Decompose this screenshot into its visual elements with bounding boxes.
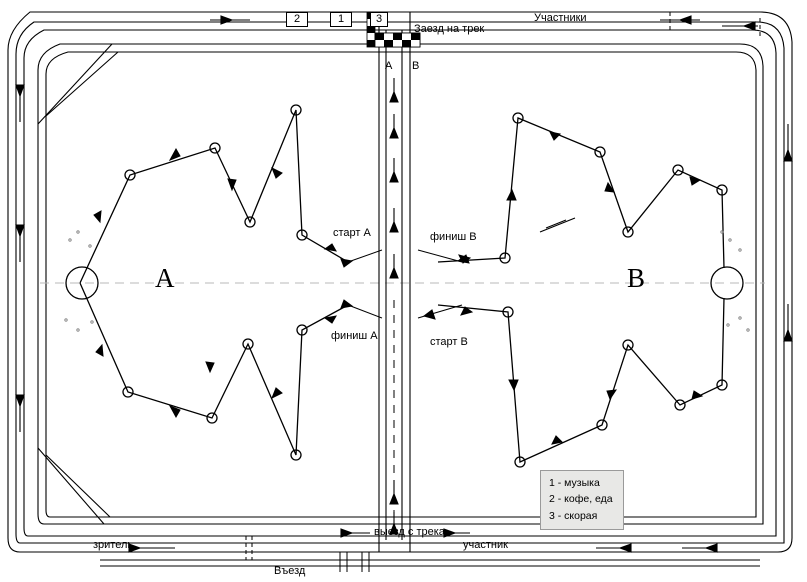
label-track-exit: выезд с трека bbox=[374, 526, 445, 538]
zone-b-arrows bbox=[459, 132, 702, 444]
label-finish-a: финиш А bbox=[331, 330, 378, 342]
label-entrance: Въезд bbox=[274, 565, 306, 577]
box-1: 1 bbox=[330, 12, 352, 27]
box-2: 2 bbox=[286, 12, 308, 27]
label-start-a: старт А bbox=[333, 227, 371, 239]
label-finish-b: финиш В bbox=[430, 231, 477, 243]
legend bbox=[540, 470, 624, 530]
label-lane-b: B bbox=[412, 60, 420, 72]
label-zone-b: B bbox=[627, 263, 646, 293]
marker-leaders bbox=[341, 250, 469, 319]
gates bbox=[100, 12, 760, 572]
direction-arrows bbox=[16, 16, 792, 552]
label-track-entry: Заезд на трек bbox=[414, 23, 485, 35]
box-3: 3 bbox=[370, 12, 388, 27]
label-zone-a: A bbox=[155, 263, 175, 293]
label-participant: участник bbox=[463, 539, 508, 551]
label-participants-top: Участники bbox=[534, 12, 587, 24]
legend-item-1: 1 - музыка bbox=[549, 477, 600, 489]
track-outer-boundary bbox=[8, 12, 792, 552]
legend-item-3: 3 - скорая bbox=[549, 509, 598, 522]
label-start-b: старт В bbox=[430, 336, 468, 348]
zone-b-course bbox=[438, 113, 743, 467]
label-lane-a: A bbox=[385, 60, 393, 72]
label-spectator: зритель bbox=[93, 539, 134, 551]
legend-item-2: 2 - кофе, еда bbox=[549, 493, 613, 506]
inner-field-boundary bbox=[38, 44, 763, 524]
